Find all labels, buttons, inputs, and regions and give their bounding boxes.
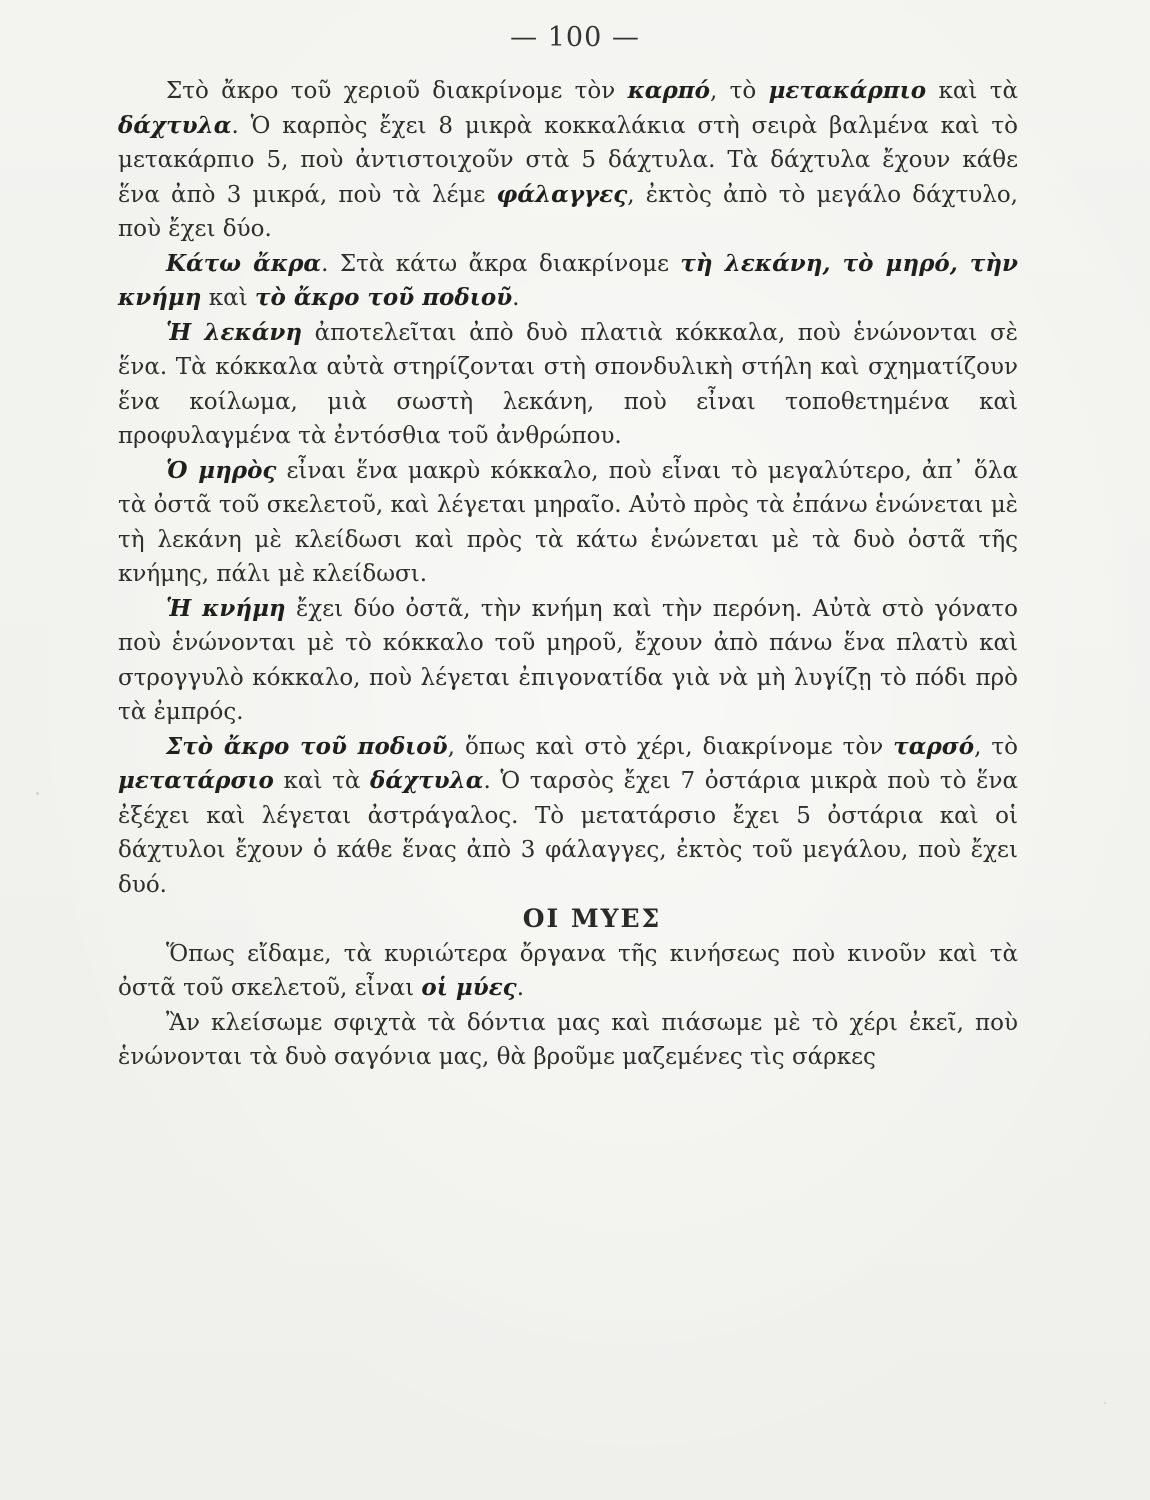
emphasized-term: τὸ ἄκρο τοῦ ποδιοῦ — [255, 284, 513, 311]
text-run: . — [516, 975, 524, 1001]
paragraph-femur — [118, 454, 1018, 592]
text-run: . — [512, 285, 520, 311]
text-run: εἶναι ἕνα μακρὺ κόκκαλο, ποὺ εἶναι τὸ μεγαλύτερο, ἀπ᾿ ὅλα τὰ ὀστᾶ τοῦ σκελετοῦ, καὶ λέγεται μηραῖο. Αὐτὸ πρὸς τὰ ἐπάνω ἑνώνεται μὲ τὴ λεκάνη μὲ κλείδωσι καὶ πρὸς τὰ κάτω ἑνώνεται μὲ τὰ δυὸ ὀστᾶ τῆς κνήμης, πάλι μὲ κλείδωσι. — [118, 457, 1019, 587]
paragraph-hand — [118, 74, 1018, 247]
text-run: , τὸ — [974, 733, 1018, 760]
emphasized-term: δάχτυλα — [370, 767, 484, 794]
text-run: . Στὰ κάτω ἄκρα διακρίνομε — [321, 250, 681, 277]
emphasized-term: μετατάρσιο — [118, 767, 274, 794]
text-run: . Ὁ καρπὸς ἔχει 8 μικρὰ κοκκαλάκια στὴ σειρὰ βαλμένα καὶ τὸ μετακάρπιο 5, ποὺ ἀντιστοιχοῦν στὰ 5 δάχτυλα. Τὰ δάχτυλα ἔχουν κάθε ἕνα ἀπὸ 3 μικρά, ποὺ τὰ λέμε — [118, 112, 1018, 208]
emphasized-term: φάλαγγες — [496, 180, 628, 208]
text-run: Ὅπως εἴδαμε, τὰ κυριώτερα ὄργανα τῆς κινήσεως ποὺ κινοῦν καὶ τὰ ὀστᾶ τοῦ σκελετοῦ, εἶναι — [118, 940, 1018, 1001]
paragraph-muscles-intro — [118, 937, 1018, 1006]
emphasized-term: καρπό — [627, 77, 710, 104]
text-run: , τὸ — [709, 78, 769, 104]
emphasized-term: μετακάρπιο — [768, 77, 927, 104]
text-run: καὶ — [201, 285, 256, 311]
paragraph-pelvis — [118, 316, 1018, 454]
body-text — [118, 74, 1018, 1075]
emphasized-term: Ὁ μηρὸς — [166, 456, 277, 484]
text-run: Στὸ ἄκρο τοῦ χεριοῦ διακρίνομε τὸν — [166, 78, 628, 104]
emphasized-term: τὴ λεκάνη, τὸ μηρό, τὴν κνήμη — [118, 249, 1019, 311]
paragraph-tibia — [118, 592, 1018, 730]
text-run: . Ὁ ταρσὸς ἔχει 7 ὀστάρια μικρὰ ποὺ τὸ ἕνα ἐξέχει καὶ λέγεται ἀστράγαλος. Τὸ μετατάρσιο ἔχει 5 ὀστάρια καὶ οἱ δάχτυλοι ἔχουν ὁ κάθε ἕνας ἀπὸ 3 φάλαγγες, ἐκτὸς τοῦ μεγάλου, ποὺ ἔχει δυό. — [118, 768, 1018, 898]
paper-speck — [1104, 1402, 1106, 1404]
text-run: καὶ τὰ — [926, 78, 1018, 104]
text-run: καὶ τὰ — [273, 768, 370, 794]
emphasized-term: οἱ μύες — [421, 974, 517, 1001]
emphasized-term: Κάτω ἄκρα — [166, 249, 322, 277]
emphasized-term: Ἡ λεκάνη — [166, 318, 303, 346]
paper-speck — [36, 792, 39, 795]
text-run: Ἂν κλείσωμε σφιχτὰ τὰ δόντια μας καὶ πιάσωμε μὲ τὸ χέρι ἐκεῖ, ποὺ ἑνώνονται τὰ δυὸ σαγόνια μας, θὰ βροῦμε μαζεμένες τὶς σάρκες — [118, 1009, 1018, 1070]
text-run: , ὅπως καὶ στὸ χέρι, διακρίνομε τὸν — [447, 733, 894, 760]
emphasized-term: δάχτυλα — [118, 111, 232, 139]
paragraph-foot — [118, 730, 1018, 903]
text-run: ἀποτελεῖται ἀπὸ δυὸ πλατιὰ κόκκαλα, ποὺ ἑνώνονται σὲ ἕνα. Τὰ κόκκαλα αὐτὰ στηρίζονται στὴ σπονδυλικὴ στήλη καὶ σχηματίζουν ἕνα κοίλωμα, μιὰ σωστὴ λεκάνη, ποὺ εἶναι τοποθετημένα καὶ προφυλαγμένα τὰ ἐντόσθια τοῦ ἀνθρώπου. — [118, 319, 1019, 449]
text-run: ἔχει δύο ὀστᾶ, τὴν κνήμη καὶ τὴν περόνη. Αὐτὰ στὸ γόνατο ποὺ ἑνώνονται μὲ τὸ κόκκαλο τοῦ μηροῦ, ἔχουν ἀπὸ πάνω ἕνα πλατὺ καὶ στρογγυλὸ κόκκαλο, ποὺ λέγεται ἐπιγονατίδα γιὰ νὰ μὴ λυγίζῃ τὸ πόδι πρὸ τὰ ἐμπρός. — [118, 595, 1018, 725]
paragraph-muscles-jaw — [118, 1006, 1018, 1075]
page-number: — 100 — — [510, 22, 640, 53]
emphasized-term: ταρσό — [893, 732, 975, 760]
text-run: , ἐκτὸς ἀπὸ τὸ μεγάλο δάχτυλο, ποὺ ἔχει δύο. — [118, 181, 1018, 242]
emphasized-term: Στὸ ἄκρο τοῦ ποδιοῦ — [166, 732, 448, 760]
section-heading: ΟΙ ΜΥΕΣ — [522, 904, 662, 933]
emphasized-term: Ἡ κνήμη — [166, 594, 286, 622]
paragraph-lower-limbs — [118, 247, 1018, 316]
